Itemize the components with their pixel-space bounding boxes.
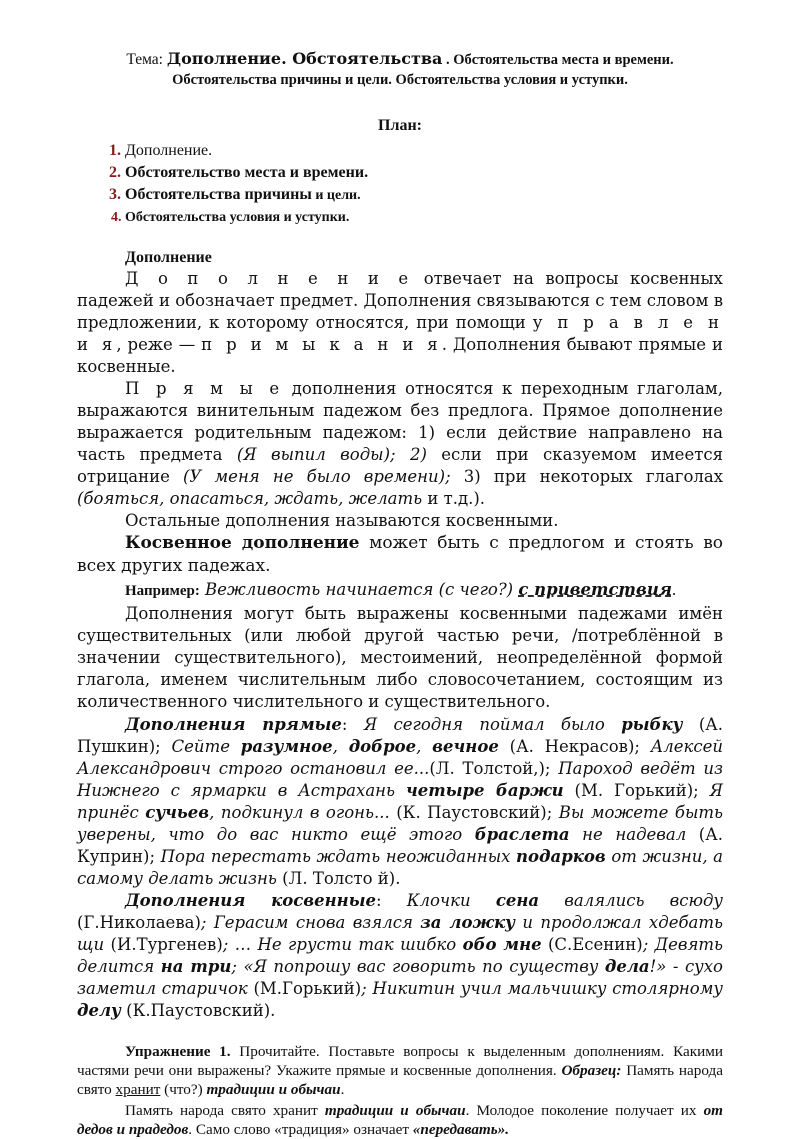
- document-page: [77, 48, 723, 1139]
- section-heading: Дополнение: [125, 249, 212, 266]
- exercise-instructions: Упражнение 1. Прочитайте. Поставьте вопросы к выделенным дополнениям. Какими частями речи они выражены? Укажите прямые и косвенные дополнения. Образец: Память народа свято хранит (что?) традиции и обычаи.: [77, 1043, 723, 1098]
- paragraph-example: Например: Вежливость начинается (с чего?) с приветствия.: [125, 580, 677, 599]
- plan-item-2: 2. Обстоятельство места и времени.: [125, 162, 723, 184]
- paragraph-indirect: Косвенное дополнение может быть с предлогом и стоять во всех других падежах.: [77, 533, 723, 576]
- paragraph-indirect-examples: Дополнения косвенные: Клочки сена валялись всюду (Г.Николаева); Герасим снова взялся за ложку и продолжал хдебать щи (И.Тургенев); … Не грусти так шибко обо мне (С.Есенин); Девять делится на три; «Я попрошу вас говорить по существу дела!» - сухо заметил старичок (М.Горький); Никитин учил мальчишку столярному делу (К.Паустовский).: [77, 891, 724, 1020]
- topic-line-2: Обстоятельства причины и цели. Обстоятельства условия и уступки.: [172, 72, 628, 88]
- paragraph-direct: П р я м ы е дополнения относятся к переходным глаголам, выражаются винительным падежом без предлога. Прямое дополнение выражается родительным падежом: 1) если действие направлено на часть предмета (Я выпил воды); 2) если при сказуемом имеется отрицание (У меня не было времени); 3) при некоторых глаголах (бояться, опасаться, ждать, желать и т.д.).: [77, 379, 723, 508]
- topic-rest: . Обстоятельства места и времени.: [442, 52, 674, 68]
- topic-main: Дополнение. Обстоятельства: [166, 49, 443, 68]
- paragraph-other: Остальные дополнения называются косвенными.: [125, 511, 559, 530]
- plan-title: План:: [378, 117, 422, 134]
- plan-item-4: 4. Обстоятельства условия и уступки.: [125, 207, 723, 229]
- paragraph-direct-examples: Дополнения прямые: Я сегодня поймал было рыбку (А. Пушкин); Сейте разумное, доброе, вечное (А. Некрасов); Алексей Александрович строго остановил ее...(Л. Толстой,); Пароход ведёт из Нижнего с ярмарки в Астрахань четыре баржи (М. Горький); Я принёс сучьев, подкинул в огонь... (К. Паустовский); Вы можете быть уверены, что до вас никто ещё этого браслета не надевал (А. Куприн); Пора перестать ждать неожиданных подарков от жизни, а самому делать жизнь (Л. Толсто й).: [77, 715, 724, 888]
- exercise-text: Память народа свято хранит традиции и обычаи. Молодое поколение получает их от дедов и прадедов. Само слово «традиция» означает «передавать».: [77, 1102, 723, 1138]
- topic-prefix: Тема:: [126, 51, 167, 68]
- plan-item-1: 1. Дополнение.: [125, 140, 723, 162]
- topic-line: [77, 48, 723, 70]
- paragraph-expressed: Дополнения могут быть выражены косвенными падежами имён существительных (или любой другой частью речи, /потреблённой в значении существительного), местоимений, неопределённой формой глагола, именем числительным либо словосочетанием, состоящим из количественного числительного и существительного.: [77, 604, 723, 711]
- plan-list: [77, 140, 723, 229]
- plan-item-3: 3. Обстоятельства причины и цели.: [125, 184, 723, 207]
- paragraph-definition: Д о п о л н е н и е отвечает на вопросы косвенных падежей и обозначает предмет. Дополнения связываются с тем словом в предложении, к которому относятся, при помощи у п р а в л е н и я, реже — п р и м ы к а н и я. Дополнения бывают прямые и косвенные.: [77, 269, 723, 376]
